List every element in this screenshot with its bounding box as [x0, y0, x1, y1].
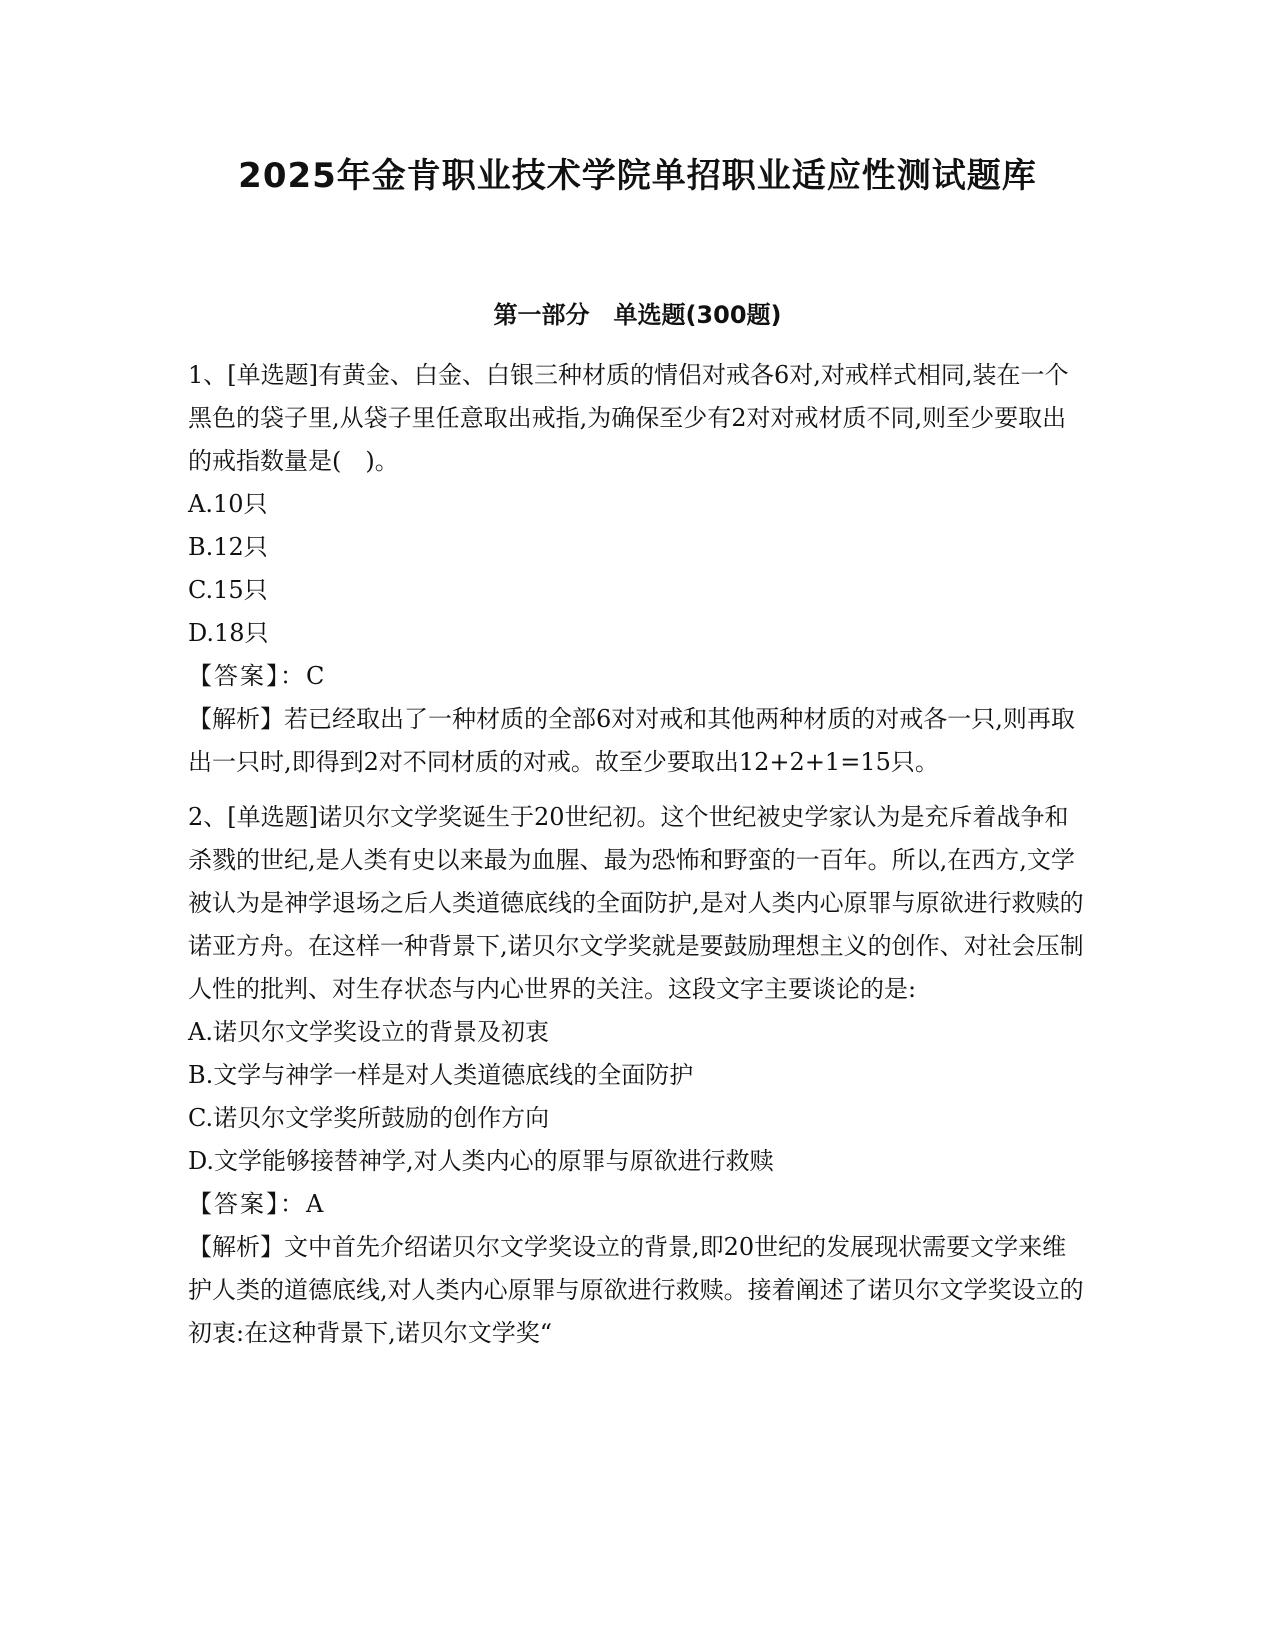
question-list	[188, 354, 1088, 1367]
analysis-text: 若已经取出了一种材质的全部6对对戒和其他两种材质的对戒各一只,则再取出一只时,即得到2对不同材质的对戒。故至少要取出12+2+1=15只。	[188, 705, 1075, 776]
option-c: C.诺贝尔文学奖所鼓励的创作方向	[188, 1104, 550, 1132]
option-d: D.文学能够接替神学,对人类内心的原罪与原欲进行救赎	[188, 1147, 774, 1175]
answer-label: 【答案】：	[188, 1190, 306, 1218]
option-b: B.文学与神学一样是对人类道德底线的全面防护	[188, 1061, 694, 1089]
option-a: A.诺贝尔文学奖设立的背景及初衷	[188, 1018, 549, 1046]
option-list	[188, 483, 1088, 655]
analysis-label: 【解析】	[188, 705, 284, 733]
question-item	[188, 354, 1088, 784]
question-item	[188, 796, 1088, 1355]
answer-line	[188, 1183, 1088, 1226]
answer-label: 【答案】：	[188, 662, 306, 690]
analysis-text: 文中首先介绍诺贝尔文学奖设立的背景,即20世纪的发展现状需要文学来维护人类的道德底线,对人类内心原罪与原欲进行救赎。接着阐述了诺贝尔文学奖设立的初衷:在这种背景下,诺贝尔文学奖“	[188, 1233, 1084, 1347]
document-title: 2025年金肯职业技术学院单招职业适应性测试题库	[238, 156, 1037, 196]
answer-value: C	[306, 662, 325, 690]
option-c: C.15只	[188, 576, 268, 604]
section-title: 第一部分 单选题(300题)	[493, 301, 782, 329]
answer-line	[188, 655, 1088, 698]
option-a: A.10只	[188, 490, 268, 518]
option-d: D.18只	[188, 619, 269, 647]
question-stem: 2、[单选题]诺贝尔文学奖诞生于20世纪初。这个世纪被史学家认为是充斥着战争和杀戮的世纪,是人类有史以来最为血腥、最为恐怖和野蛮的一百年。所以,在西方,文学被认为是神学退场之后人类道德底线的全面防护,是对人类内心原罪与原欲进行救赎的诺亚方舟。在这样一种背景下,诺贝尔文学奖就是要鼓励理想主义的创作、对社会压制人性的批判、对生存状态与内心世界的关注。这段文字主要谈论的是:	[188, 803, 1084, 1003]
option-b: B.12只	[188, 533, 268, 561]
question-stem: 1、[单选题]有黄金、白金、白银三种材质的情侣对戒各6对,对戒样式相同,装在一个黑色的袋子里,从袋子里任意取出戒指,为确保至少有2对对戒材质不同,则至少要取出的戒指数量是( )。	[188, 361, 1069, 475]
option-list	[188, 1011, 1088, 1183]
analysis-label: 【解析】	[188, 1233, 284, 1261]
analysis-line	[188, 698, 1088, 784]
analysis-line	[188, 1226, 1088, 1355]
answer-value: A	[306, 1190, 324, 1218]
